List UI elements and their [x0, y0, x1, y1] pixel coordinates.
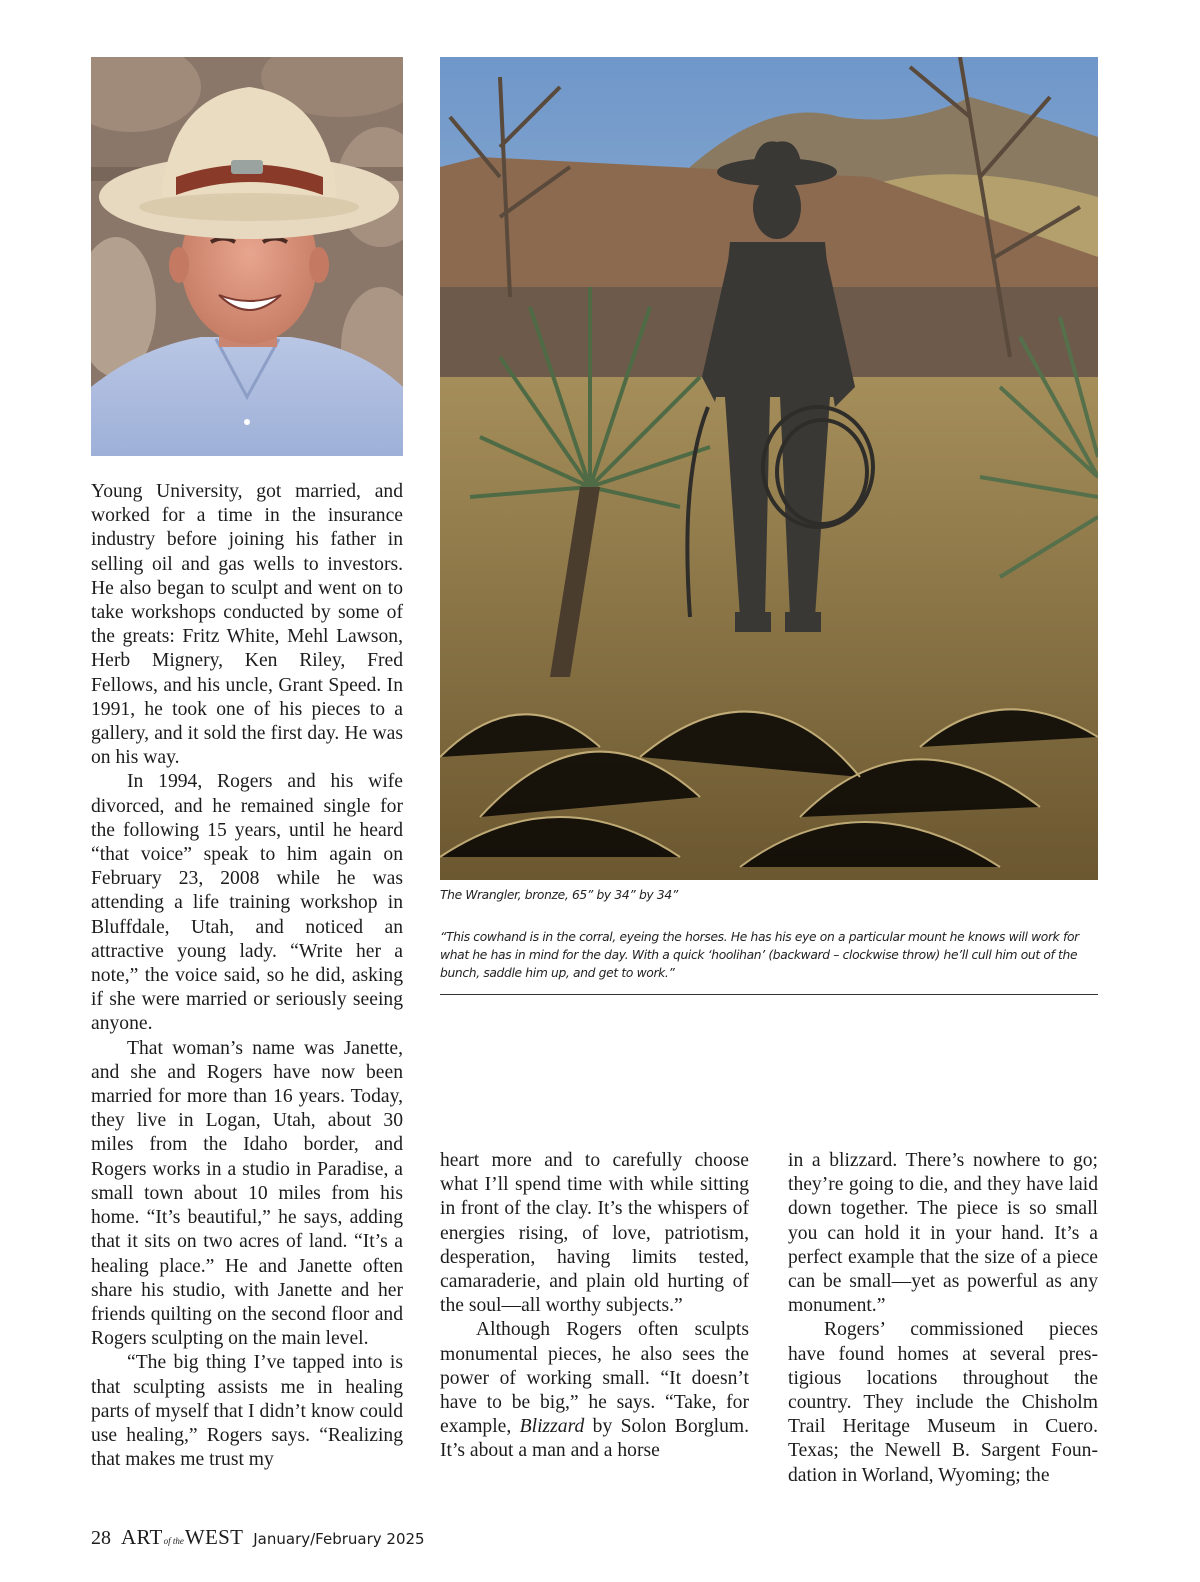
statue-illustration	[440, 57, 1098, 880]
text-run: by Solon Borglum. It’s about a man and a horse	[440, 1416, 750, 1462]
portrait-illustration	[91, 57, 403, 456]
article-column-right	[788, 1149, 1098, 1488]
issue-date: January/February 2025	[253, 1530, 425, 1548]
logo-of-the: of the	[163, 1536, 184, 1546]
logo-west: WEST	[184, 1525, 244, 1549]
photo-caption-quote: “This cowhand is in the corral, eyeing the horses. He has his eye on a particular mount he knows will work for what he has in mind for the day. With a quick ‘hoolihan’ (backward – clockwise throw) he’ll cull him out of the bunch, saddle him up, and get to work.”	[440, 930, 1079, 980]
paragraph: Rogers’ commissioned pieces have found homes at several prestigious locations throughout the country. They include the Chisholm Trail Heritage Museum in Cuero. Texas; the Newell B. Sargent Foundation in Worland, Wyoming; the	[788, 1319, 1098, 1486]
artwork-title: Blizzard	[519, 1416, 585, 1438]
logo-art: ART	[121, 1525, 163, 1549]
text-run: Although Rogers often sculpts monumental pieces, he also sees the power of working small. “It doesn’t have to be big,” he says. “Take, for example,	[440, 1319, 749, 1438]
paragraph: In 1994, Rogers and his wife divorced, and he remained single for the following 15 years, until he heard “that voice” speak to him again on February 23, 2008 while he was attending a life training workshop in Bluffdale, Utah, and noticed an attractive young lady. “Write her a note,” the voice said, so he did, asking if she were married or seriously seeing anyone.	[91, 771, 403, 1035]
portrait-photo	[91, 57, 403, 456]
paragraph	[440, 1318, 749, 1463]
magazine-logo	[121, 1525, 243, 1550]
paragraph: in a blizzard. There’s nowhere to go; they’re going to die, and they have laid down together. The piece is so small you can hold it in your hand. It’s a perfect example that the size of a piece can be small—yet as powerful as any monument.”	[788, 1150, 1098, 1317]
paragraph: “The big thing I’ve tapped into is that sculpting assists me in healing parts of myself that I didn’t know could use healing,” Rogers says. “Realizing that makes me trust my	[91, 1352, 403, 1471]
page-footer	[91, 1525, 425, 1555]
page-number: 28	[91, 1527, 111, 1549]
caption-divider	[440, 994, 1098, 995]
photo-caption-title: The Wrangler, bronze, 65” by 34” by 34”	[440, 888, 678, 902]
article-column-middle	[440, 1149, 749, 1464]
paragraph: Young University, got married, and worked for a time in the insurance industry before joining his father in selling oil and gas wells to investors. He also began to sculpt and went on to take workshops conducted by some of the greats: Fritz White, Mehl Lawson, Herb Mignery, Ken Riley, Fred Fellows, and his uncle, Grant Speed. In 1991, he took one of his pieces to a gallery, and it sold the first day. He was on his way.	[91, 481, 403, 769]
paragraph: heart more and to carefully choose what I’ll spend time with while sitting in front of the clay. It’s the whispers of energies rising, of love, patriotism, desperation, having limits tested, camaraderie, and plain old hurting of the soul—all worthy subjects.”	[440, 1150, 749, 1317]
paragraph: That woman’s name was Janette, and she and Rogers have now been married for more than 16 years. Today, they live in Logan, Utah, about 30 miles from the Idaho border, and Rogers works in a studio in Paradise, a small town about 10 miles from his home. “It’s beautiful,” he says, adding that it sits on two acres of land. “It’s a healing place.” He and Janette often share his studio, with Janette and her friends quilting on the second floor and Rogers sculpting on the main level.	[91, 1037, 403, 1350]
article-column-left	[91, 480, 403, 1472]
statue-photo	[440, 57, 1098, 880]
